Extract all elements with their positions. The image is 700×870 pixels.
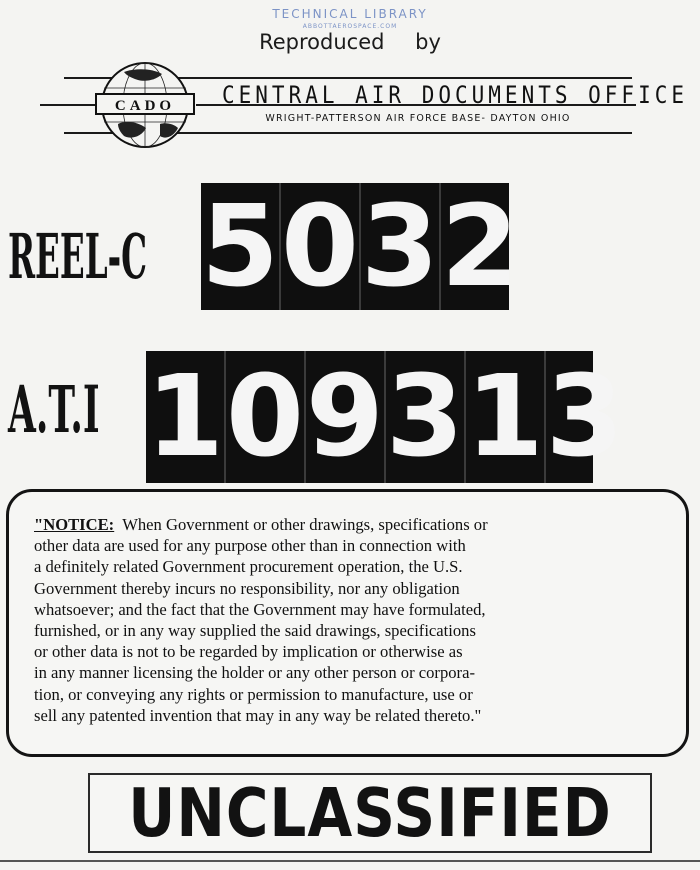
ati-digit: 3 [385, 352, 464, 482]
reproduced-text: Reproduced [259, 30, 385, 54]
notice-line: a definitely related Government procurement operation, the U.S. [34, 557, 463, 577]
classification-text: UNCLASSIFIED [128, 773, 612, 853]
reel-digit: 0 [280, 181, 359, 312]
notice-line: sell any patented invention that may in any way be related thereto." [34, 705, 482, 725]
classification-stamp [88, 773, 652, 853]
notice-box [6, 489, 689, 757]
reel-label: REEL-C [8, 222, 148, 294]
notice-line: in any manner licensing the holder or any other person or corpora- [34, 663, 475, 683]
notice-line: whatsoever; and the fact that the Government may have formulated, [34, 599, 486, 619]
ati-number-plate [146, 351, 624, 483]
reel-digit: 2 [440, 181, 519, 312]
notice-line: tion, or conveying any rights or permission to manufacture, use or [34, 684, 473, 704]
notice-line: Government thereby incurs no responsibility, nor any obligation [34, 578, 460, 598]
notice-line [34, 514, 674, 535]
ati-digit: 0 [225, 352, 304, 482]
reel-number-plate [201, 181, 519, 312]
bottom-rule [0, 860, 700, 862]
notice-text [34, 514, 674, 726]
base-location: WRIGHT-PATTERSON AIR FORCE BASE- DAYTON OHIO [265, 113, 571, 124]
header-rule [40, 104, 96, 106]
cado-globe-logo [94, 58, 196, 152]
notice-line: other data are used for any purpose other than in connection with [34, 536, 466, 556]
ati-digit: 3 [545, 352, 624, 482]
notice-line: furnished, or in any way supplied the said drawings, specifications [34, 621, 476, 641]
watermark-url: ABBOTTAEROSPACE.COM [302, 23, 398, 30]
ati-digit: 1 [465, 352, 544, 482]
notice-line: or other data is not to be regarded by implication or otherwise as [34, 642, 463, 662]
reel-digit: 5 [201, 181, 279, 312]
notice-heading: "NOTICE: [34, 515, 115, 534]
reel-digit: 3 [360, 181, 439, 312]
by-text: by [415, 30, 441, 54]
ati-label: A.T.I [8, 372, 100, 448]
notice-line-text: When Government or other drawings, specifications or [122, 515, 488, 534]
ati-digit: 1 [146, 352, 224, 482]
office-name: CENTRAL AIR DOCUMENTS OFFICE [222, 81, 689, 109]
watermark-title: TECHNICAL LIBRARY [272, 7, 428, 21]
ati-digit: 9 [305, 352, 384, 482]
cado-logo-text: CADO [114, 98, 176, 114]
reproduced-by [0, 30, 700, 54]
